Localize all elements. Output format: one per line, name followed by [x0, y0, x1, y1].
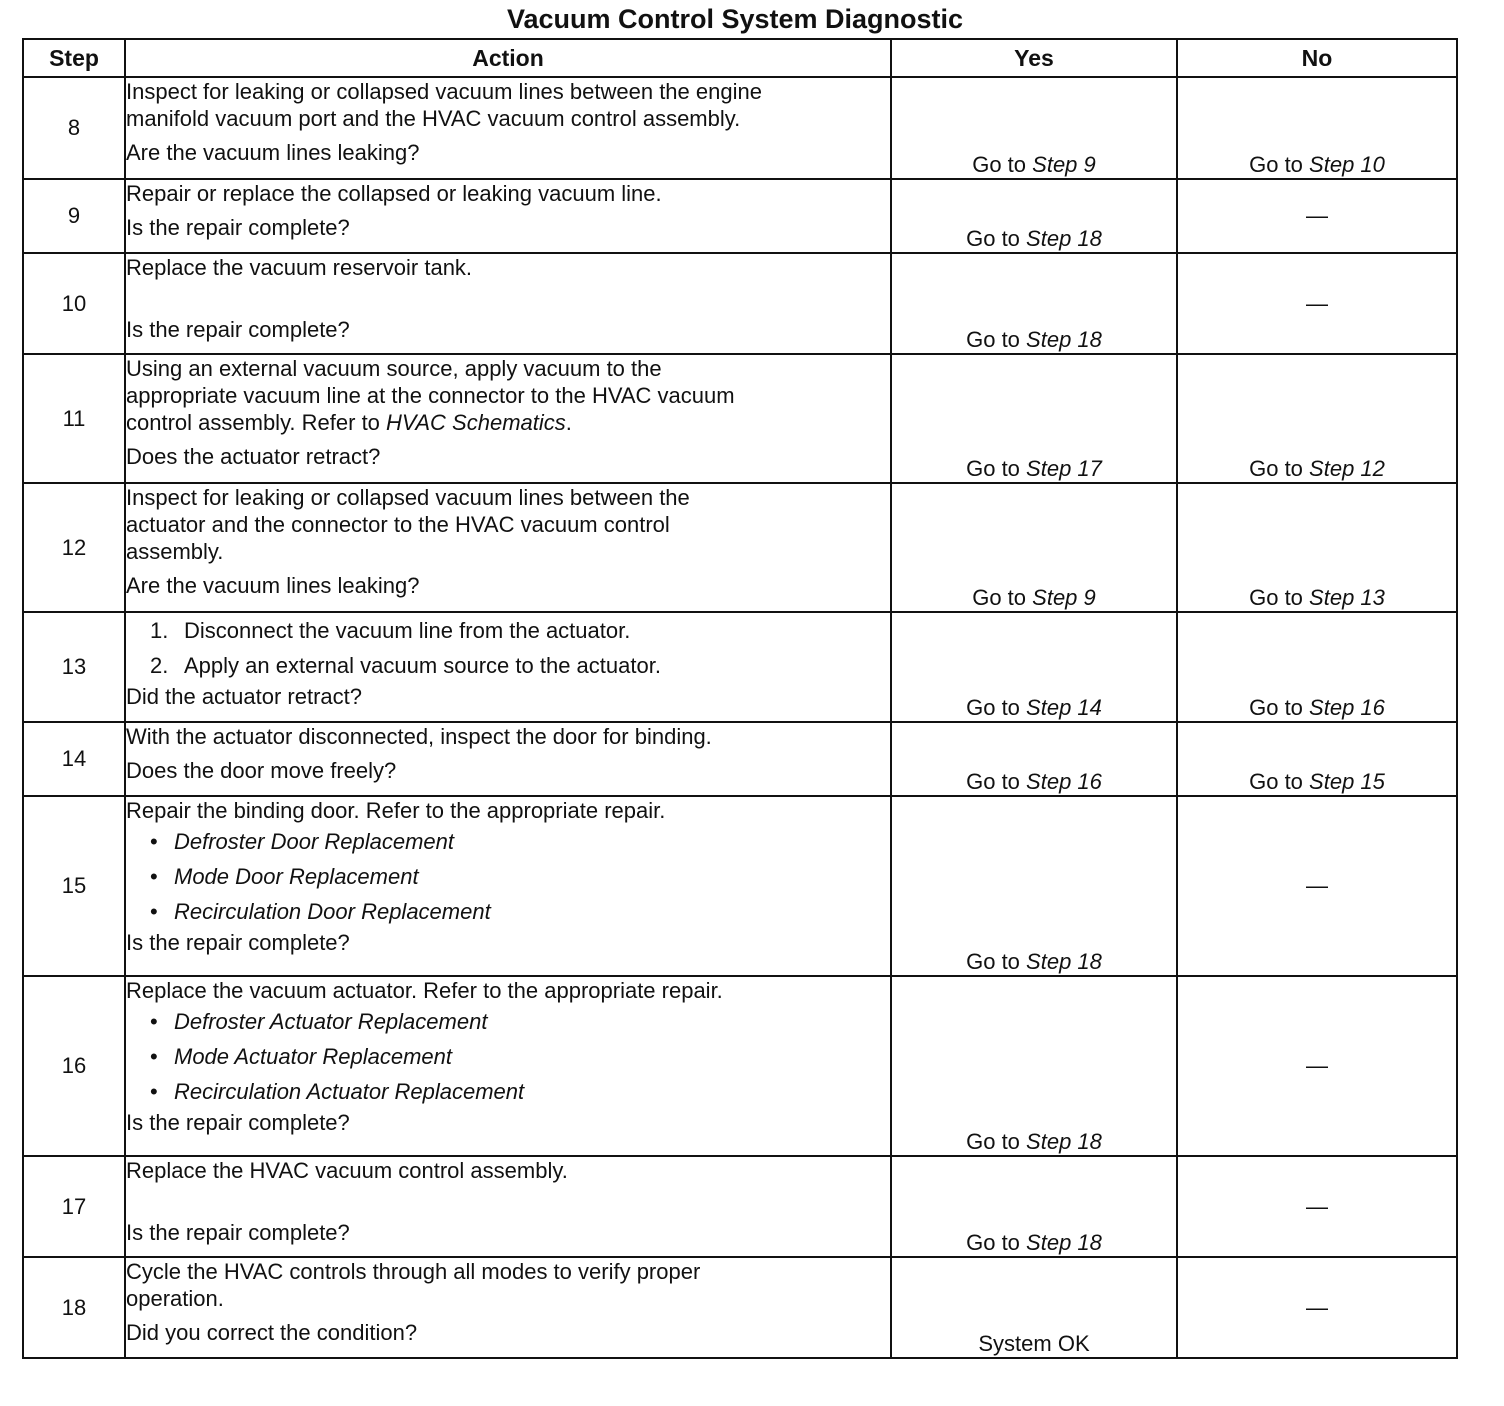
action-question: Is the repair complete?	[126, 215, 350, 240]
action-question: Is the repair complete?	[126, 1220, 350, 1245]
table-row	[23, 1257, 1457, 1358]
no-cell: —	[1177, 976, 1457, 1156]
step-number: 12	[23, 483, 125, 612]
action-question: Are the vacuum lines leaking?	[126, 140, 420, 165]
table-row	[23, 179, 1457, 253]
no-step-link: Step 15	[1309, 769, 1385, 794]
yes-step-link: Step 18	[1026, 1129, 1102, 1154]
step-number: 8	[23, 77, 125, 179]
goto-prefix: Go to	[966, 1129, 1020, 1154]
no-cell	[1177, 77, 1457, 179]
step-number: 10	[23, 253, 125, 354]
yes-step-link: Step 16	[1026, 769, 1102, 794]
reference-link: Mode Actuator Replacement	[174, 1044, 452, 1069]
action-question: Did you correct the condition?	[126, 1320, 418, 1345]
action-text: control assembly. Refer to HVAC Schematics.	[126, 410, 572, 435]
action-cell	[125, 179, 891, 253]
goto-prefix: Go to	[966, 226, 1020, 251]
action-text: Using an external vacuum source, apply vacuum to the	[126, 356, 662, 381]
action-text: Replace the vacuum reservoir tank.	[126, 255, 473, 280]
reference-link: HVAC Schematics	[386, 410, 566, 435]
list-item: • Defroster Door Replacement	[150, 829, 455, 854]
reference-link: Defroster Actuator Replacement	[174, 1009, 488, 1034]
action-text: appropriate vacuum line at the connector to the HVAC vacuum	[126, 383, 735, 408]
action-cell	[125, 483, 891, 612]
goto-prefix: Go to	[966, 1230, 1020, 1255]
step-number: 18	[23, 1257, 125, 1358]
action-cell	[125, 796, 891, 976]
no-step-link: Step 12	[1309, 456, 1385, 481]
table-row	[23, 77, 1457, 179]
list-item: • Recirculation Door Replacement	[150, 899, 491, 924]
action-text: Cycle the HVAC controls through all modes to verify proper	[126, 1259, 701, 1284]
step-number: 17	[23, 1156, 125, 1257]
goto-prefix: Go to	[972, 585, 1027, 610]
yes-cell	[891, 612, 1177, 722]
action-text: manifold vacuum port and the HVAC vacuum control assembly.	[126, 106, 741, 131]
list-item: • Defroster Actuator Replacement	[150, 1009, 488, 1034]
list-item: 1. Disconnect the vacuum line from the actuator.	[150, 618, 631, 643]
yes-cell	[891, 1156, 1177, 1257]
action-text: operation.	[126, 1286, 224, 1311]
header-yes: Yes	[891, 39, 1177, 77]
goto-prefix: Go to	[966, 949, 1020, 974]
list-item: • Recirculation Actuator Replacement	[150, 1079, 525, 1104]
action-text: Inspect for leaking or collapsed vacuum lines between the engine	[126, 79, 762, 104]
goto-prefix: Go to	[1249, 585, 1303, 610]
bullet-list	[126, 824, 890, 929]
step-number: 9	[23, 179, 125, 253]
step-number: 14	[23, 722, 125, 796]
table-row	[23, 612, 1457, 722]
reference-link: Defroster Door Replacement	[174, 829, 455, 854]
action-question: Did the actuator retract?	[126, 684, 363, 709]
step-number: 16	[23, 976, 125, 1156]
action-question: Is the repair complete?	[126, 930, 350, 955]
yes-cell	[891, 722, 1177, 796]
step-number: 13	[23, 612, 125, 722]
goto-prefix: Go to	[972, 152, 1027, 177]
table-row	[23, 1156, 1457, 1257]
no-step-link: Step 16	[1309, 695, 1385, 720]
action-cell	[125, 612, 891, 722]
table-row	[23, 796, 1457, 976]
no-cell	[1177, 612, 1457, 722]
action-question: Is the repair complete?	[126, 317, 350, 342]
yes-step-link: Step 14	[1026, 695, 1102, 720]
yes-step-link: Step 9	[1032, 152, 1096, 177]
goto-prefix: Go to	[1249, 152, 1303, 177]
goto-prefix: Go to	[966, 769, 1020, 794]
no-cell: —	[1177, 796, 1457, 976]
no-cell: —	[1177, 253, 1457, 354]
no-step-link: Step 10	[1309, 152, 1385, 177]
reference-link: Recirculation Door Replacement	[174, 899, 491, 924]
no-cell	[1177, 354, 1457, 483]
action-cell	[125, 722, 891, 796]
action-question: Does the actuator retract?	[126, 444, 381, 469]
goto-prefix: Go to	[1249, 769, 1303, 794]
action-cell	[125, 354, 891, 483]
table-row	[23, 976, 1457, 1156]
yes-step-link: Step 18	[1026, 1230, 1102, 1255]
header-row	[23, 39, 1457, 77]
action-cell	[125, 976, 891, 1156]
action-text: Repair or replace the collapsed or leaking vacuum line.	[126, 181, 662, 206]
action-cell	[125, 1257, 891, 1358]
goto-prefix: Go to	[966, 456, 1020, 481]
yes-cell	[891, 796, 1177, 976]
diagnostic-table	[22, 38, 1458, 1359]
yes-cell	[891, 483, 1177, 612]
header-step: Step	[23, 39, 125, 77]
no-cell: —	[1177, 1257, 1457, 1358]
yes-step-link: Step 18	[1026, 327, 1102, 352]
yes-step-link: Step 9	[1032, 585, 1096, 610]
no-cell: —	[1177, 179, 1457, 253]
action-cell	[125, 77, 891, 179]
step-number: 11	[23, 354, 125, 483]
yes-cell	[891, 354, 1177, 483]
list-item: 2. Apply an external vacuum source to the actuator.	[150, 653, 661, 678]
yes-cell	[891, 253, 1177, 354]
yes-cell	[891, 976, 1177, 1156]
action-question: Does the door move freely?	[126, 758, 397, 783]
no-cell: —	[1177, 1156, 1457, 1257]
action-text: actuator and the connector to the HVAC vacuum control	[126, 512, 670, 537]
header-action: Action	[125, 39, 891, 77]
list-item: • Mode Actuator Replacement	[150, 1044, 452, 1069]
no-step-link: Step 13	[1309, 585, 1385, 610]
goto-prefix: Go to	[966, 695, 1020, 720]
yes-step-link: Step 18	[1026, 949, 1102, 974]
page-title: Vacuum Control System Diagnostic	[506, 4, 964, 34]
action-text: With the actuator disconnected, inspect the door for binding.	[126, 724, 712, 749]
yes-cell: System OK	[891, 1257, 1177, 1358]
numbered-list	[126, 613, 890, 683]
action-text: Replace the vacuum actuator. Refer to the appropriate repair.	[126, 978, 723, 1003]
yes-cell	[891, 179, 1177, 253]
action-question: Is the repair complete?	[126, 1110, 350, 1135]
bullet-list	[126, 1004, 890, 1109]
action-cell	[125, 1156, 891, 1257]
goto-prefix: Go to	[966, 327, 1020, 352]
goto-prefix: Go to	[1249, 695, 1303, 720]
list-item: • Mode Door Replacement	[150, 864, 419, 889]
header-no: No	[1177, 39, 1457, 77]
yes-step-link: Step 18	[1026, 226, 1102, 251]
no-cell	[1177, 722, 1457, 796]
table-row	[23, 253, 1457, 354]
table-row	[23, 722, 1457, 796]
action-text: Inspect for leaking or collapsed vacuum lines between the	[126, 485, 690, 510]
reference-link: Mode Door Replacement	[174, 864, 419, 889]
action-text: Replace the HVAC vacuum control assembly.	[126, 1158, 568, 1183]
goto-prefix: Go to	[1249, 456, 1303, 481]
no-cell	[1177, 483, 1457, 612]
reference-link: Recirculation Actuator Replacement	[174, 1079, 525, 1104]
action-cell	[125, 253, 891, 354]
yes-cell	[891, 77, 1177, 179]
action-text: Repair the binding door. Refer to the appropriate repair.	[126, 798, 666, 823]
action-question: Are the vacuum lines leaking?	[126, 573, 420, 598]
table-row	[23, 354, 1457, 483]
step-number: 15	[23, 796, 125, 976]
table-row	[23, 483, 1457, 612]
action-text: assembly.	[126, 539, 224, 564]
yes-step-link: Step 17	[1026, 456, 1102, 481]
